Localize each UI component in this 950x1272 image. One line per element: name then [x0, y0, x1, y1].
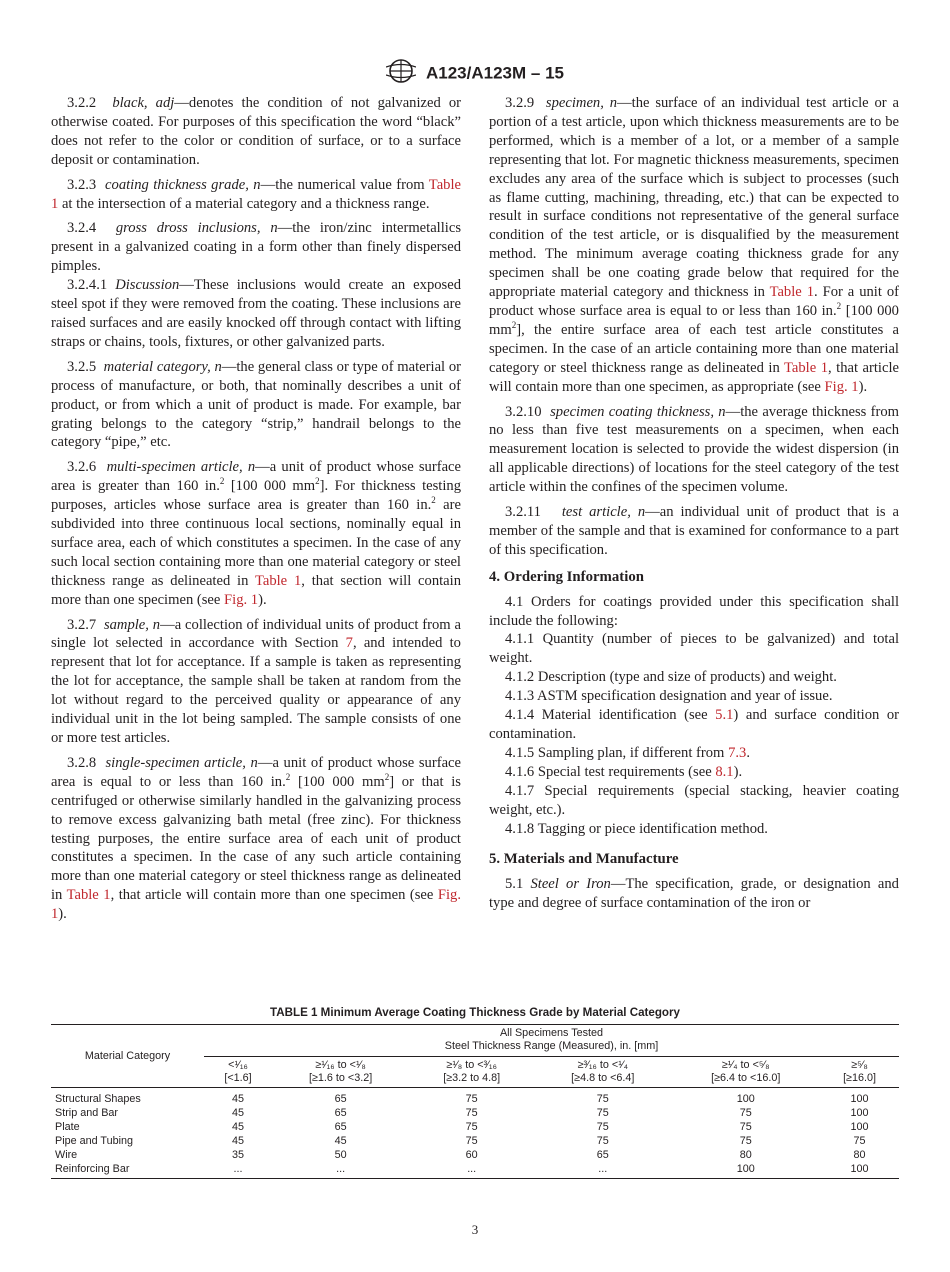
paragraph-3-2-4: 3.2.4 gross dross inclusions, n—the iron/zinc intermetallics present in a galvanized coating in a form other than finely dispersed pimples.: [51, 220, 462, 275]
fig-1-link[interactable]: Fig. 1: [824, 378, 859, 395]
table-cell-value: 75: [596, 1121, 609, 1133]
table-cell-category: Structural Shapes: [55, 1093, 141, 1105]
table-title: TABLE 1 Minimum Average Coating Thickness Grade by Material Category: [270, 1006, 680, 1019]
table-cell-value: 45: [231, 1107, 244, 1119]
table-cell-value: 75: [739, 1121, 752, 1133]
section-7-link[interactable]: 7: [345, 635, 353, 652]
table-row: [51, 1148, 899, 1162]
table-cell-value: 75: [465, 1135, 478, 1147]
table-cell-value: 100: [820, 1162, 899, 1179]
table-cell-value: ...: [204, 1162, 272, 1179]
table-cell-value: 100: [850, 1121, 869, 1133]
paragraph-3-2-5: 3.2.5 material category, n—the general class or type of material or process of manufacture, or both, that nominally describes a unit of product, or from which a unit of product is made. For example, bar grating belongs to the category “strip,” handrail belongs to the category “pipe,” etc.: [51, 358, 461, 451]
thickness-range-header: <¹⁄₁₆ [<1.6]: [204, 1057, 272, 1088]
section-4-heading: 4. Ordering Information: [489, 568, 644, 585]
table-1-link[interactable]: Table 1: [66, 887, 111, 904]
thickness-range-header: ≥⁵⁄₈ [≥16.0]: [820, 1057, 899, 1088]
paragraph-3-2-8: 3.2.8 single-specimen article, n—a unit of product whose surface area is equal to or less than 160 in.$^2$ [100 000 $mm^2$] or that is centrifuged or otherwise similarly handled in the galvanizing process to remove excess galvanizing bath metal (free zinc). For thickness testing purposes, the entire surface area of each unit of product constitutes a specimen. In the case of any such article containing more than one material category or steel thickness range as delineated in Table 1, that article will contain more than one specimen (see Fig. 1).: [51, 754, 462, 923]
paragraph-4-1-5: 4.1.5 Sampling plan, if different from 7.3.: [505, 744, 750, 761]
document-designation: A123/A123M – 15: [426, 63, 564, 83]
table-cell-value: 100: [671, 1162, 820, 1179]
table-row: [51, 1120, 899, 1134]
table-row: [51, 1088, 899, 1107]
table-cell-value: 75: [596, 1107, 609, 1119]
table-1: [51, 1006, 899, 1179]
table-cell-category: Reinforcing Bar: [51, 1162, 204, 1179]
paragraph-3-2-9: 3.2.9 specimen, n—the surface of an individual test article or a portion of a test article, upon which thickness measurements are to be performed, which is a member of a lot, or a member of a sample representing that lot. For magnetic thickness measurements, specimen excludes any area of the surface which is subject to processes (such as flame cutting, machining, threading, etc.) that can be expected to result in surface conditions not representative of the general surface condition of the test article, or is disqualified by the measurement method. The minimum average coating thickness grade for any specimen shall be one coating grade below that required for the appropriate material category and thickness in Table 1. For a unit of product whose surface area is equal to or less than 160 in.$^2$ [100 000 $mm^2$], the entire surface area of each test article constitutes a specimen. In the case of an article containing more than one material category or steel thickness range as delineated in Table 1, that article will contain more than one specimen, as appropriate (see Fig. 1).: [489, 95, 899, 395]
table-cell-category: Pipe and Tubing: [55, 1135, 134, 1147]
table-cell-value: 75: [465, 1121, 478, 1133]
paragraph-3-2-4-1: 3.2.4.1 Discussion—These inclusions would create an exposed steel spot if they were removed from the coating. These inclusions are raised surfaces and are easily knocked off through contact with lifting straps or chains, tools, fixtures, or other galvanized parts.: [51, 277, 461, 350]
paragraph-4-1-4: 4.1.4 Material identification (see 5.1) and surface condition or contamination.: [489, 707, 900, 742]
table-cell-value: 45: [231, 1093, 244, 1105]
table-cell-value: 65: [334, 1093, 347, 1105]
table-cell-value: 100: [736, 1093, 755, 1105]
table-cell-value: 75: [739, 1135, 752, 1147]
table-row: [51, 1162, 899, 1179]
section-8-1-link[interactable]: 8.1: [715, 763, 734, 780]
table-cell-value: 45: [334, 1135, 347, 1147]
table-cell-value: 100: [850, 1093, 869, 1105]
table-row: [51, 1106, 899, 1120]
paragraph-3-2-6: 3.2.6 multi-specimen article, n—a unit of product whose surface area is greater than 160 in.$^2$ [100 000 $mm^2$]. For thickness testing purposes, articles whose surface area is greater than 160 in.$^2$ are subdivided into three continuous local sections, nominally equal in surface area, each of which constitutes a specimen. In the case of any such local section containing more than one material category or steel thickness range as delineated in Table 1, that section will contain more than one specimen (see Fig. 1).: [51, 459, 462, 608]
table-cell-value: 65: [596, 1149, 609, 1161]
astm-logo-icon: [386, 58, 416, 89]
right-column: [489, 94, 899, 919]
group-header: All Specimens Tested Steel Thickness Range (Measured), in. [mm]: [204, 1025, 899, 1057]
table-cell-category: Strip and Bar: [55, 1107, 119, 1119]
coating-thickness-table: [51, 1024, 899, 1179]
table-cell-category: Plate: [55, 1121, 80, 1133]
paragraph-4-1-3: 4.1.3 ASTM specification designation and year of issue.: [505, 688, 833, 705]
section-5-1-link[interactable]: 5.1: [715, 707, 734, 724]
table-cell-value: 80: [739, 1149, 752, 1161]
thickness-range-header: ≥¹⁄₄ to <⁵⁄₈ [≥6.4 to <16.0]: [671, 1057, 820, 1088]
fig-1-link[interactable]: Fig. 1: [51, 887, 461, 923]
table-cell-value: 60: [465, 1149, 478, 1161]
paragraph-3-2-2: 3.2.2 black, adj—denotes the condition of not galvanized or otherwise coated. For purposes of this specification the word “black” does not refer to the color or condition of surface, or to a surface deposit or contamination.: [51, 95, 461, 168]
table-cell-value: 100: [850, 1107, 869, 1119]
paragraph-3-2-10: 3.2.10 specimen coating thickness, n—the average thickness from no less than five test measurements on a specimen, when each measurement location is selected to provide the widest dispersion (in all applicable directions) of locations for the steel category of the test article within the confines of the specimen volume.: [489, 403, 900, 496]
paragraph-4-1-6: 4.1.6 Special test requirements (see 8.1).: [505, 763, 743, 780]
paragraph-5-1: 5.1 Steel or Iron—The specification, grade, or designation and type and degree of surface contamination of the iron or: [489, 876, 899, 912]
table-cell-value: 50: [334, 1149, 347, 1161]
table-cell-value: 65: [334, 1121, 347, 1133]
table-cell-value: 65: [334, 1107, 347, 1119]
table-cell-value: 75: [596, 1135, 609, 1147]
table-1-link[interactable]: Table 1: [51, 176, 461, 212]
table-cell-category: Wire: [55, 1149, 78, 1161]
table-1-link[interactable]: Table 1: [769, 284, 814, 301]
paragraph-4-1-1: 4.1.1 Quantity (number of pieces to be galvanized) and total weight.: [489, 631, 899, 667]
table-cell-value: 45: [231, 1135, 244, 1147]
paragraph-3-2-3: 3.2.3 coating thickness grade, n—the numerical value from Table 1 at the intersection of a material category and a thickness range.: [51, 176, 461, 212]
page-header: [0, 58, 950, 89]
paragraph-4-1-8: 4.1.8 Tagging or piece identification method.: [505, 820, 768, 837]
table-cell-value: ...: [272, 1162, 409, 1179]
material-category-header: Material Category: [51, 1025, 204, 1088]
table-cell-value: 75: [853, 1135, 866, 1147]
paragraph-4-1-2: 4.1.2 Description (type and size of products) and weight.: [505, 669, 837, 686]
table-cell-value: ...: [409, 1162, 534, 1179]
section-7-3-link[interactable]: 7.3: [728, 744, 747, 761]
table-cell-value: 35: [231, 1149, 244, 1161]
table-cell-value: 75: [596, 1093, 609, 1105]
table-cell-value: ...: [534, 1162, 671, 1179]
paragraph-3-2-7: 3.2.7 sample, n—a collection of individual units of product from a single lot selected in accordance with Section 7, and intended to represent that lot for acceptance. If a sample is taken as representing the lot for acceptance, the sample shall be taken at random from the lot without regard to the perceived quality or appearance of any individual unit in the lot being sampled. The sample consists of one or more test articles.: [51, 616, 461, 746]
table-cell-value: 75: [739, 1107, 752, 1119]
paragraph-4-1: 4.1 Orders for coatings provided under this specification shall include the following:: [489, 593, 899, 629]
table-cell-value: 75: [465, 1093, 478, 1105]
table-1-link[interactable]: Table 1: [254, 572, 302, 589]
thickness-range-header: ≥¹⁄₈ to <³⁄₁₆ [≥3.2 to 4.8]: [409, 1057, 534, 1088]
paragraph-3-2-11: 3.2.11 test article, n—an individual unit of product that is a member of the sample and that is examined for conformance to a part of this specification.: [489, 504, 899, 558]
thickness-range-header: ≥¹⁄₁₆ to <¹⁄₈ [≥1.6 to <3.2]: [272, 1057, 409, 1088]
left-column: [51, 94, 461, 930]
page-number: 3: [471, 1222, 479, 1237]
fig-1-link[interactable]: Fig. 1: [224, 591, 259, 608]
section-5-heading: 5. Materials and Manufacture: [489, 851, 679, 868]
table-1-link[interactable]: Table 1: [784, 359, 829, 376]
table-row: [51, 1134, 899, 1148]
paragraph-4-1-7: 4.1.7 Special requirements (special stacking, heavier coating weight, etc.).: [489, 782, 899, 818]
thickness-range-header: ≥³⁄₁₆ to <¹⁄₄ [≥4.8 to <6.4]: [534, 1057, 671, 1088]
table-cell-value: 80: [853, 1149, 866, 1161]
table-cell-value: 75: [465, 1107, 478, 1119]
table-cell-value: 45: [231, 1121, 244, 1133]
